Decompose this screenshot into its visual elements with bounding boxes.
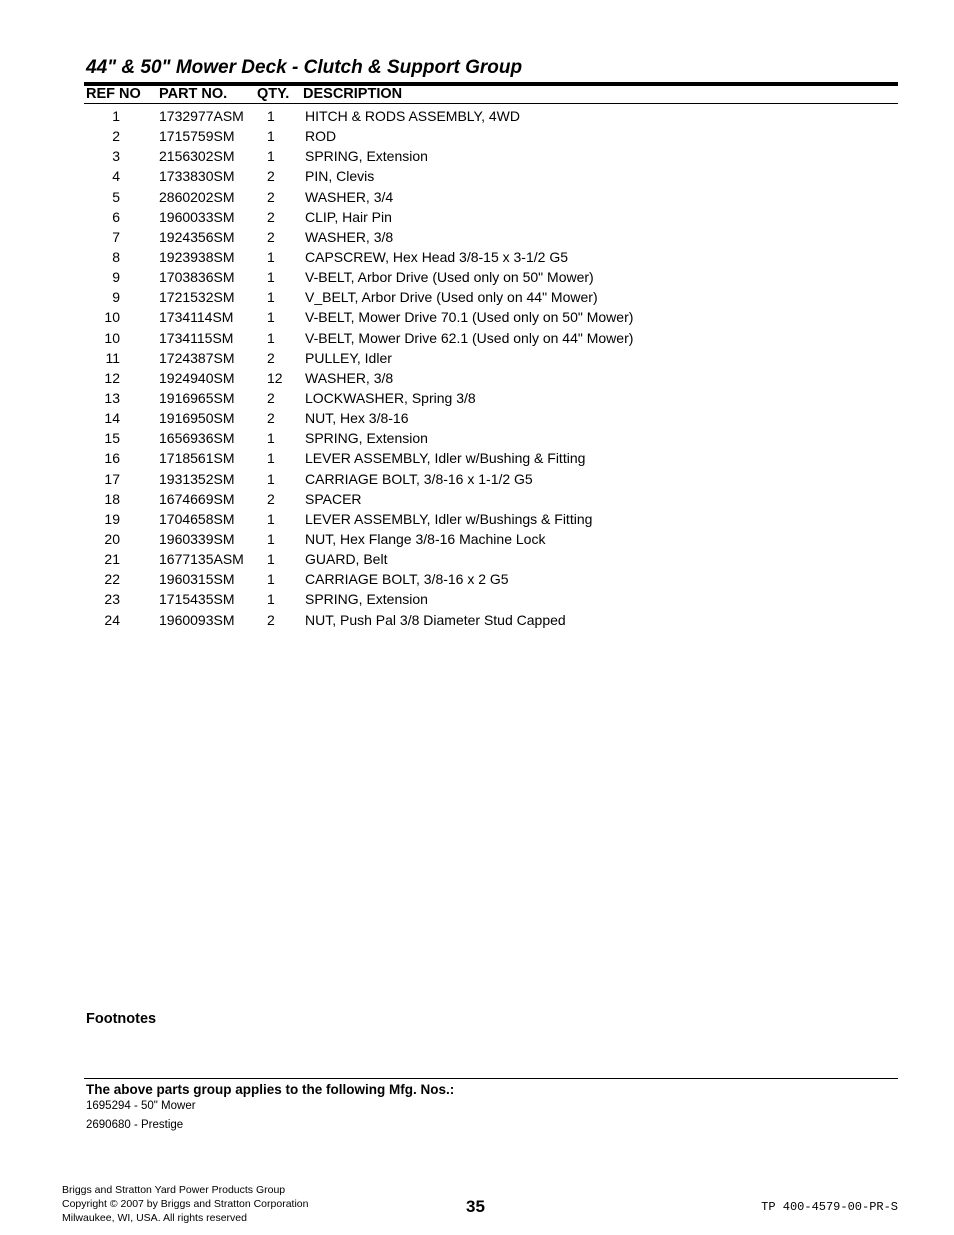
part-number-cell: 1674669SM (159, 490, 235, 507)
description-cell: WASHER, 3/4 (305, 188, 394, 205)
parts-table (0, 106, 954, 630)
part-number-cell: 1960093SM (159, 611, 235, 628)
description-cell: CARRIAGE BOLT, 3/8-16 x 1-1/2 G5 (305, 470, 533, 487)
document-code: TP 400-4579-00-PR-S (761, 1200, 898, 1214)
table-row (0, 307, 954, 327)
part-number-cell: 1703836SM (159, 269, 235, 286)
ref-cell: 6 (112, 208, 120, 225)
part-number-cell: 1734114SM (159, 309, 234, 326)
part-number-cell: 1733830SM (159, 168, 235, 185)
ref-cell: 9 (112, 289, 120, 306)
ref-cell: 16 (104, 450, 120, 467)
ref-cell: 24 (104, 611, 120, 628)
quantity-cell: 1 (267, 108, 275, 124)
quantity-cell: 1 (267, 128, 275, 145)
description-cell: NUT, Hex Flange 3/8-16 Machine Lock (305, 530, 546, 547)
description-cell: WASHER, 3/8 (305, 228, 394, 245)
column-header-qty: QTY. (257, 86, 290, 102)
description-cell: CAPSCREW, Hex Head 3/8-15 x 3-1/2 G5 (305, 248, 568, 265)
part-number-cell: 1960315SM (159, 571, 235, 588)
table-row (0, 529, 954, 549)
footer-credits (62, 1183, 308, 1225)
table-row (0, 610, 954, 630)
ref-cell: 14 (104, 410, 120, 427)
description-cell: ROD (305, 128, 337, 145)
ref-cell: 1 (112, 108, 120, 124)
table-row (0, 489, 954, 509)
applies-rule (84, 1078, 898, 1079)
quantity-cell: 1 (267, 430, 275, 447)
table-row (0, 388, 954, 408)
ref-cell: 9 (112, 269, 120, 286)
ref-cell: 12 (104, 369, 120, 386)
ref-cell: 5 (112, 188, 120, 205)
quantity-cell: 2 (267, 208, 275, 225)
ref-cell: 13 (104, 389, 120, 406)
part-number-cell: 1732977ASM (159, 108, 244, 124)
ref-cell: 21 (104, 551, 120, 568)
table-row (0, 428, 954, 448)
quantity-cell: 1 (267, 329, 275, 346)
description-cell: NUT, Hex 3/8-16 (305, 410, 409, 427)
part-number-cell: 1715435SM (159, 591, 235, 608)
part-number-cell: 2156302SM (159, 148, 235, 165)
part-number-cell: 1718561SM (159, 450, 235, 467)
part-number-cell: 1924356SM (159, 228, 235, 245)
ref-cell: 19 (104, 510, 120, 527)
description-cell: V-BELT, Mower Drive 70.1 (Used only on 50" Mower) (305, 309, 634, 326)
part-number-cell: 1916965SM (159, 389, 235, 406)
quantity-cell: 1 (267, 309, 275, 326)
quantity-cell: 1 (267, 289, 275, 306)
table-row (0, 348, 954, 368)
description-cell: PULLEY, Idler (305, 349, 392, 366)
quantity-cell: 1 (267, 591, 275, 608)
quantity-cell: 1 (267, 470, 275, 487)
description-cell: V_BELT, Arbor Drive (Used only on 44" Mower) (305, 289, 598, 306)
table-row (0, 448, 954, 468)
quantity-cell: 2 (267, 228, 275, 245)
table-row (0, 106, 954, 126)
column-header-part: PART NO. (159, 86, 228, 102)
quantity-cell: 1 (267, 510, 275, 527)
table-row (0, 589, 954, 609)
description-cell: V-BELT, Arbor Drive (Used only on 50" Mower) (305, 269, 594, 286)
column-header-description: DESCRIPTION (303, 86, 403, 102)
ref-cell: 10 (104, 309, 120, 326)
quantity-cell: 1 (267, 530, 275, 547)
part-number-cell: 1704658SM (159, 510, 235, 527)
applies-heading: The above parts group applies to the following Mfg. Nos.: (86, 1082, 455, 1097)
part-number-cell: 1734115SM (159, 329, 234, 346)
quantity-cell: 1 (267, 450, 275, 467)
footnotes-heading: Footnotes (86, 1011, 157, 1027)
description-cell: LEVER ASSEMBLY, Idler w/Bushing & Fitting (305, 450, 586, 467)
table-row (0, 207, 954, 227)
quantity-cell: 1 (267, 148, 275, 165)
quantity-cell: 2 (267, 611, 275, 628)
description-cell: SPRING, Extension (305, 148, 428, 165)
table-row (0, 247, 954, 267)
description-cell: CLIP, Hair Pin (305, 208, 392, 225)
table-row (0, 287, 954, 307)
table-row (0, 569, 954, 589)
part-number-cell: 2860202SM (159, 188, 235, 205)
page-number: 35 (466, 1197, 485, 1216)
table-row (0, 126, 954, 146)
description-cell: GUARD, Belt (305, 551, 388, 568)
mfg-number: 2690680 - Prestige (86, 1119, 184, 1131)
ref-cell: 4 (112, 168, 120, 185)
table-row (0, 509, 954, 529)
description-cell: V-BELT, Mower Drive 62.1 (Used only on 44" Mower) (305, 329, 634, 346)
part-number-cell: 1724387SM (159, 349, 235, 366)
quantity-cell: 1 (267, 269, 275, 286)
part-number-cell: 1916950SM (159, 410, 235, 427)
part-number-cell: 1677135ASM (159, 551, 244, 568)
table-row (0, 368, 954, 388)
description-cell: SPRING, Extension (305, 430, 428, 447)
quantity-cell: 1 (267, 571, 275, 588)
ref-cell: 2 (112, 128, 120, 145)
footer-location: Milwaukee, WI, USA. All rights reserved (62, 1212, 247, 1224)
ref-cell: 11 (105, 349, 120, 366)
quantity-cell: 1 (267, 551, 275, 568)
ref-cell: 22 (104, 571, 120, 588)
table-row (0, 227, 954, 247)
ref-cell: 3 (112, 148, 120, 165)
description-cell: SPRING, Extension (305, 591, 428, 608)
part-number-cell: 1960339SM (159, 530, 235, 547)
part-number-cell: 1656936SM (159, 430, 235, 447)
description-cell: LOCKWASHER, Spring 3/8 (305, 389, 476, 406)
ref-cell: 15 (104, 430, 120, 447)
quantity-cell: 2 (267, 168, 275, 185)
description-cell: PIN, Clevis (305, 168, 375, 185)
quantity-cell: 2 (267, 349, 275, 366)
quantity-cell: 1 (267, 248, 275, 265)
description-cell: WASHER, 3/8 (305, 369, 394, 386)
header-rule (84, 103, 898, 104)
ref-cell: 17 (104, 470, 120, 487)
quantity-cell: 2 (267, 389, 275, 406)
description-cell: SPACER (305, 490, 362, 507)
ref-cell: 8 (112, 248, 120, 265)
ref-cell: 23 (104, 591, 120, 608)
table-row (0, 408, 954, 428)
part-number-cell: 1931352SM (159, 470, 235, 487)
part-number-cell: 1715759SM (159, 128, 235, 145)
table-row (0, 328, 954, 348)
ref-cell: 18 (104, 490, 120, 507)
ref-cell: 7 (112, 228, 120, 245)
part-number-cell: 1960033SM (159, 208, 235, 225)
table-row (0, 267, 954, 287)
table-row (0, 166, 954, 186)
page-title: 44" & 50" Mower Deck - Clutch & Support Group (86, 57, 523, 78)
table-row (0, 469, 954, 489)
part-number-cell: 1923938SM (159, 248, 235, 265)
quantity-cell: 12 (267, 369, 283, 386)
table-row (0, 146, 954, 166)
description-cell: NUT, Push Pal 3/8 Diameter Stud Capped (305, 611, 566, 628)
quantity-cell: 2 (267, 490, 275, 507)
description-cell: LEVER ASSEMBLY, Idler w/Bushings & Fitting (305, 510, 593, 527)
footer-company: Briggs and Stratton Yard Power Products Group (62, 1184, 286, 1196)
table-row (0, 549, 954, 569)
column-header-ref: REF NO (86, 86, 141, 102)
ref-cell: 10 (104, 329, 120, 346)
footer-copyright: Copyright © 2007 by Briggs and Stratton Corporation (62, 1198, 309, 1210)
part-number-cell: 1721532SM (159, 289, 235, 306)
part-number-cell: 1924940SM (159, 369, 235, 386)
quantity-cell: 2 (267, 188, 275, 205)
description-cell: CARRIAGE BOLT, 3/8-16 x 2 G5 (305, 571, 509, 588)
quantity-cell: 2 (267, 410, 275, 427)
description-cell: HITCH & RODS ASSEMBLY, 4WD (305, 108, 520, 124)
mfg-number: 1695294 - 50" Mower (86, 1100, 196, 1112)
table-row (0, 187, 954, 207)
ref-cell: 20 (104, 530, 120, 547)
